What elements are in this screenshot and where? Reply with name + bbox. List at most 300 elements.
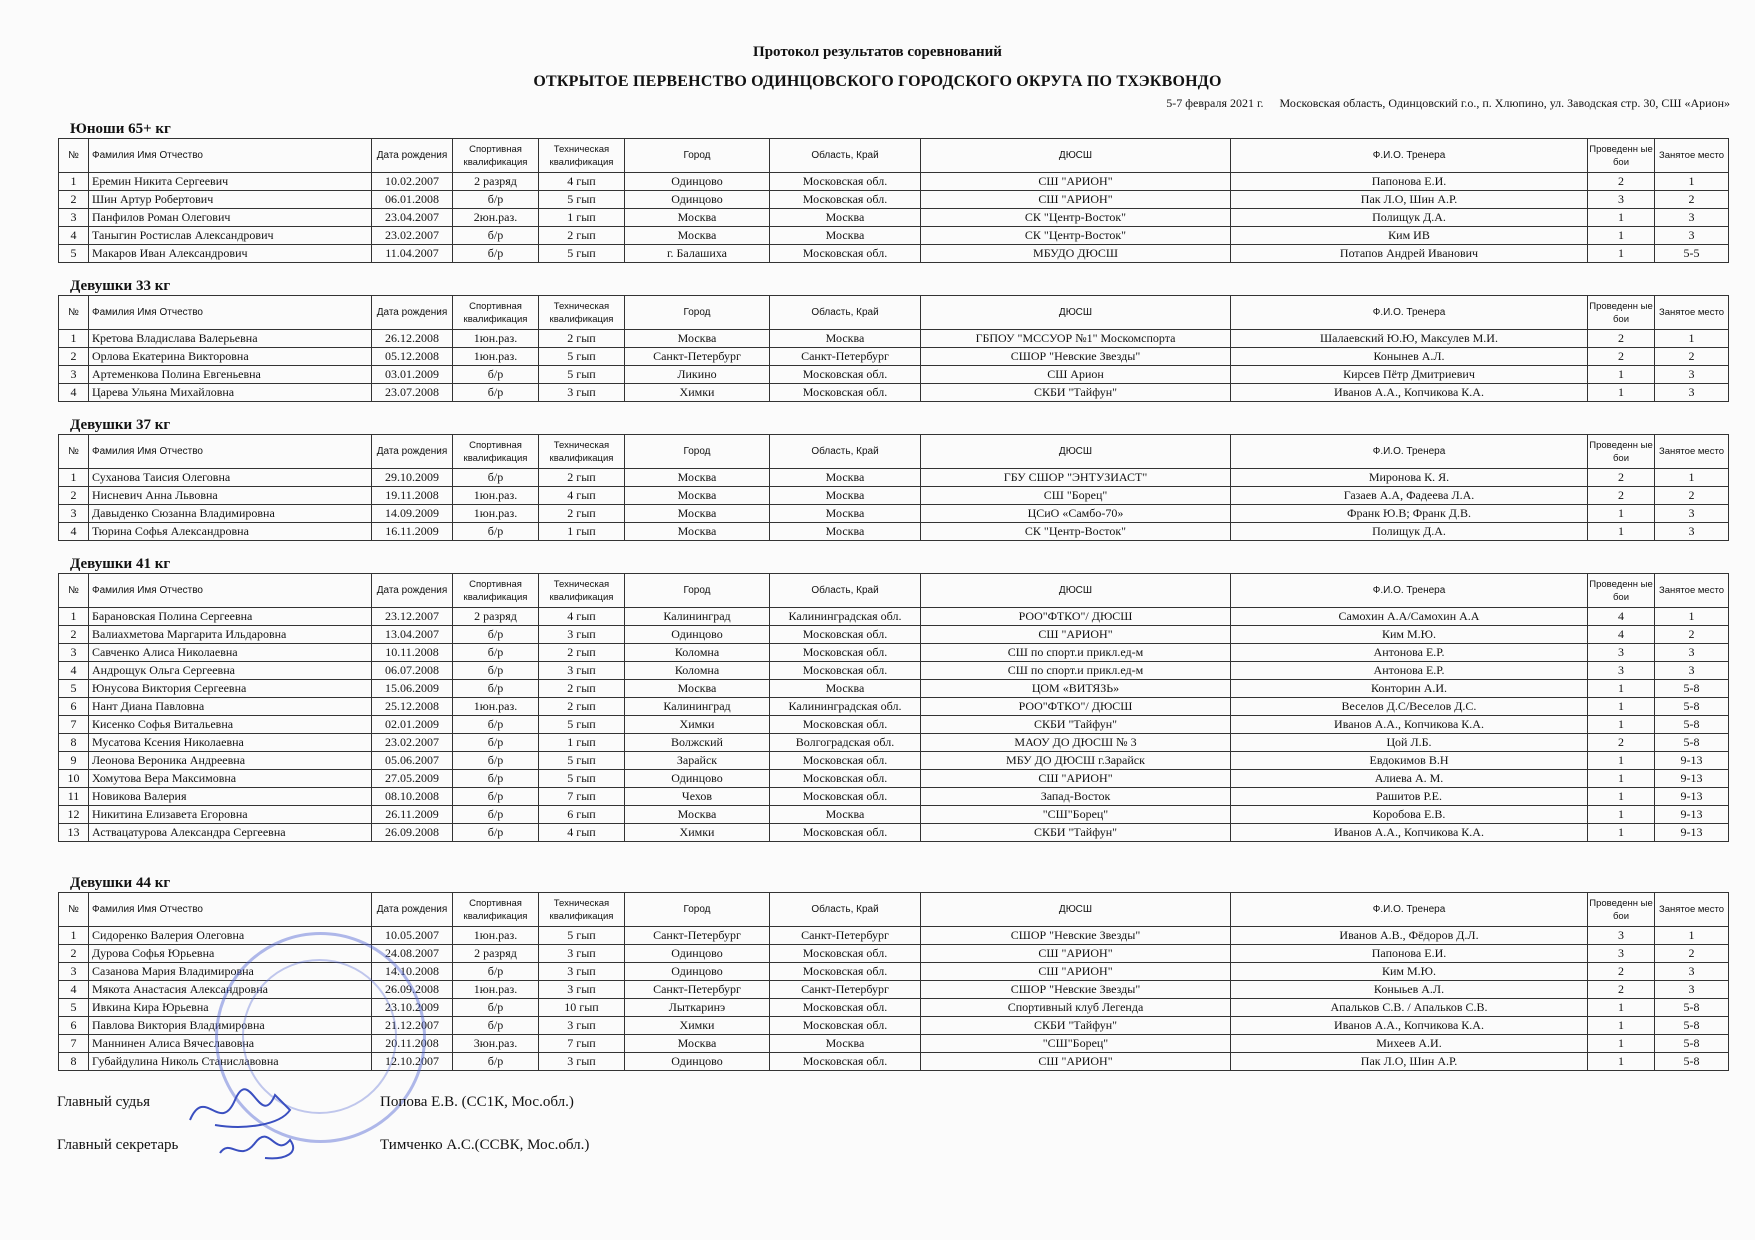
- cell-dob: 23.04.2007: [372, 209, 453, 227]
- cell-school: СК "Центр-Восток": [921, 523, 1231, 541]
- cell-fights: 2: [1588, 330, 1655, 348]
- cell-city: Одинцово: [625, 770, 770, 788]
- col-tech-qual-header: Техническая квалификация: [539, 893, 625, 927]
- cell-name: Царева Ульяна Михайловна: [89, 384, 372, 402]
- cell-place: 3: [1655, 366, 1729, 384]
- col-school-header: ДЮСШ: [921, 296, 1231, 330]
- col-sport-qual-header: Спортивная квалификация: [453, 574, 539, 608]
- cell-name: Юнусова Виктория Сергеевна: [89, 680, 372, 698]
- cell-city: Лыткаринэ: [625, 999, 770, 1017]
- cell-fights: 1: [1588, 680, 1655, 698]
- cell-name: Барановская Полина Сергеевна: [89, 608, 372, 626]
- cell-place: 1: [1655, 469, 1729, 487]
- col-city-header: Город: [625, 893, 770, 927]
- col-dob-header: Дата рождения: [372, 574, 453, 608]
- table-header-row: [59, 435, 1729, 469]
- table-row: [59, 662, 1729, 680]
- cell-sport-qual: 2 разряд: [453, 945, 539, 963]
- cell-place: 9-13: [1655, 806, 1729, 824]
- cell-coach: Пак Л.О, Шин А.Р.: [1231, 191, 1588, 209]
- cell-region: Москва: [770, 523, 921, 541]
- cell-tech-qual: 2 гып: [539, 505, 625, 523]
- cell-region: Московская обл.: [770, 716, 921, 734]
- cell-coach: Папонова Е.И.: [1231, 945, 1588, 963]
- cell-dob: 26.09.2008: [372, 824, 453, 842]
- cell-place: 5-8: [1655, 716, 1729, 734]
- cell-dob: 23.02.2007: [372, 734, 453, 752]
- table-row: [59, 469, 1729, 487]
- col-sport-qual-header: Спортивная квалификация: [453, 296, 539, 330]
- category-section: [58, 555, 1728, 842]
- cell-place: 5-8: [1655, 1053, 1729, 1071]
- cell-place: 2: [1655, 487, 1729, 505]
- cell-dob: 26.12.2008: [372, 330, 453, 348]
- cell-school: СШОР "Невские Звезды": [921, 981, 1231, 999]
- table-row: [59, 384, 1729, 402]
- table-row: [59, 752, 1729, 770]
- cell-dob: 27.05.2009: [372, 770, 453, 788]
- cell-coach: Газаев А.А, Фадеева Л.А.: [1231, 487, 1588, 505]
- table-row: [59, 770, 1729, 788]
- cell-place: 5-8: [1655, 1017, 1729, 1035]
- cell-region: Москва: [770, 1035, 921, 1053]
- cell-fights: 3: [1588, 191, 1655, 209]
- cell-place: 2: [1655, 191, 1729, 209]
- cell-city: Одинцово: [625, 963, 770, 981]
- cell-tech-qual: 1 гып: [539, 209, 625, 227]
- cell-region: Москва: [770, 227, 921, 245]
- cell-school: СШ "АРИОН": [921, 963, 1231, 981]
- col-place-header: Занятое место: [1655, 139, 1729, 173]
- cell-coach: Иванов А.А., Копчикова К.А.: [1231, 1017, 1588, 1035]
- col-coach-header: Ф.И.О. Тренера: [1231, 574, 1588, 608]
- cell-tech-qual: 5 гып: [539, 770, 625, 788]
- cell-number: 11: [59, 788, 89, 806]
- cell-school: СК "Центр-Восток": [921, 227, 1231, 245]
- col-coach-header: Ф.И.О. Тренера: [1231, 296, 1588, 330]
- cell-number: 5: [59, 999, 89, 1017]
- cell-school: СШ "Борец": [921, 487, 1231, 505]
- cell-dob: 25.12.2008: [372, 698, 453, 716]
- cell-school: СК "Центр-Восток": [921, 209, 1231, 227]
- cell-number: 7: [59, 1035, 89, 1053]
- cell-region: Московская обл.: [770, 366, 921, 384]
- cell-place: 1: [1655, 608, 1729, 626]
- cell-name: Орлова Екатерина Викторовна: [89, 348, 372, 366]
- cell-fights: 2: [1588, 173, 1655, 191]
- cell-tech-qual: 5 гып: [539, 366, 625, 384]
- cell-sport-qual: б/р: [453, 716, 539, 734]
- cell-place: 5-8: [1655, 698, 1729, 716]
- cell-name: Маннинен Алиса Вячеславовна: [89, 1035, 372, 1053]
- cell-coach: Франк Ю.В; Франк Д.В.: [1231, 505, 1588, 523]
- cell-coach: Антонова Е.Р.: [1231, 644, 1588, 662]
- cell-name: Кретова Владислава Валерьевна: [89, 330, 372, 348]
- cell-sport-qual: б/р: [453, 999, 539, 1017]
- col-fights-header: Проведенн ые бои: [1588, 435, 1655, 469]
- cell-dob: 14.09.2009: [372, 505, 453, 523]
- cell-school: МБУДО ДЮСШ: [921, 245, 1231, 263]
- cell-coach: Рашитов Р.Е.: [1231, 788, 1588, 806]
- event-title: ОТКРЫТОЕ ПЕРВЕНСТВО ОДИНЦОВСКОГО ГОРОДСКОГО ОКРУГА ПО ТХЭКВОНДО: [533, 73, 1222, 90]
- cell-fights: 1: [1588, 698, 1655, 716]
- cell-region: Московская обл.: [770, 662, 921, 680]
- cell-city: Москва: [625, 469, 770, 487]
- cell-number: 4: [59, 981, 89, 999]
- cell-tech-qual: 5 гып: [539, 245, 625, 263]
- cell-fights: 1: [1588, 824, 1655, 842]
- cell-name: Мякота Анастасия Александровна: [89, 981, 372, 999]
- cell-number: 2: [59, 945, 89, 963]
- cell-school: СШОР "Невские Звезды": [921, 348, 1231, 366]
- cell-tech-qual: 5 гып: [539, 716, 625, 734]
- col-dob-header: Дата рождения: [372, 139, 453, 173]
- cell-name: Хомутова Вера Максимовна: [89, 770, 372, 788]
- cell-number: 2: [59, 626, 89, 644]
- col-region-header: Область, Край: [770, 435, 921, 469]
- cell-dob: 10.11.2008: [372, 644, 453, 662]
- chief-secretary-label: Главный секретарь: [57, 1137, 179, 1153]
- cell-fights: 2: [1588, 981, 1655, 999]
- col-region-header: Область, Край: [770, 296, 921, 330]
- cell-dob: 10.05.2007: [372, 927, 453, 945]
- cell-city: Санкт-Петербург: [625, 927, 770, 945]
- event-subline: [1166, 96, 1730, 111]
- cell-region: Москва: [770, 330, 921, 348]
- cell-number: 4: [59, 384, 89, 402]
- cell-region: Московская обл.: [770, 963, 921, 981]
- cell-tech-qual: 3 гып: [539, 662, 625, 680]
- cell-sport-qual: 1юн.раз.: [453, 330, 539, 348]
- cell-sport-qual: 2 разряд: [453, 608, 539, 626]
- cell-dob: 24.08.2007: [372, 945, 453, 963]
- cell-dob: 19.11.2008: [372, 487, 453, 505]
- cell-name: Нант Диана Павловна: [89, 698, 372, 716]
- cell-coach: Евдокимов В.Н: [1231, 752, 1588, 770]
- cell-number: 2: [59, 487, 89, 505]
- cell-place: 1: [1655, 173, 1729, 191]
- cell-fights: 4: [1588, 608, 1655, 626]
- cell-tech-qual: 2 гып: [539, 330, 625, 348]
- cell-dob: 08.10.2008: [372, 788, 453, 806]
- category-section: [58, 416, 1728, 541]
- col-fights-header: Проведенн ые бои: [1588, 296, 1655, 330]
- cell-coach: Апальков С.В. / Апальков С.В.: [1231, 999, 1588, 1017]
- category-title: Юноши 65+ кг: [70, 121, 171, 137]
- chief-secretary-name: Тимченко А.С.(ССВК, Мос.обл.): [380, 1137, 590, 1153]
- cell-name: Никитина Елизавета Егоровна: [89, 806, 372, 824]
- cell-sport-qual: б/р: [453, 1053, 539, 1071]
- cell-number: 5: [59, 680, 89, 698]
- cell-sport-qual: 1юн.раз.: [453, 927, 539, 945]
- chief-judge-name: Попова Е.В. (СС1К, Мос.обл.): [380, 1094, 574, 1110]
- cell-tech-qual: 4 гып: [539, 608, 625, 626]
- cell-name: Таныгин Ростислав Александрович: [89, 227, 372, 245]
- cell-fights: 1: [1588, 1017, 1655, 1035]
- cell-dob: 16.11.2009: [372, 523, 453, 541]
- cell-fights: 2: [1588, 734, 1655, 752]
- cell-tech-qual: 3 гып: [539, 963, 625, 981]
- col-tech-qual-header: Техническая квалификация: [539, 574, 625, 608]
- cell-place: 5-5: [1655, 245, 1729, 263]
- cell-dob: 06.01.2008: [372, 191, 453, 209]
- cell-dob: 05.12.2008: [372, 348, 453, 366]
- cell-city: Санкт-Петербург: [625, 348, 770, 366]
- cell-tech-qual: 1 гып: [539, 523, 625, 541]
- col-region-header: Область, Край: [770, 139, 921, 173]
- cell-city: Коломна: [625, 644, 770, 662]
- cell-coach: Миронова К. Я.: [1231, 469, 1588, 487]
- cell-place: 2: [1655, 945, 1729, 963]
- col-place-header: Занятое место: [1655, 893, 1729, 927]
- table-row: [59, 608, 1729, 626]
- col-no-header: №: [59, 139, 89, 173]
- cell-name: Павлова Виктория Владимировна: [89, 1017, 372, 1035]
- cell-sport-qual: б/р: [453, 626, 539, 644]
- table-row: [59, 209, 1729, 227]
- cell-city: Москва: [625, 680, 770, 698]
- cell-tech-qual: 2 гып: [539, 227, 625, 245]
- cell-sport-qual: б/р: [453, 366, 539, 384]
- table-row: [59, 698, 1729, 716]
- cell-place: 1: [1655, 330, 1729, 348]
- cell-region: Москва: [770, 680, 921, 698]
- cell-sport-qual: б/р: [453, 245, 539, 263]
- cell-city: Зарайск: [625, 752, 770, 770]
- cell-city: Москва: [625, 505, 770, 523]
- cell-fights: 1: [1588, 806, 1655, 824]
- cell-city: Ликино: [625, 366, 770, 384]
- cell-dob: 23.12.2007: [372, 608, 453, 626]
- cell-coach: Иванов А.А., Копчикова К.А.: [1231, 716, 1588, 734]
- cell-city: г. Балашиха: [625, 245, 770, 263]
- category-title: Девушки 44 кг: [70, 875, 171, 891]
- cell-region: Московская обл.: [770, 770, 921, 788]
- col-name-header: Фамилия Имя Отчество: [89, 139, 372, 173]
- cell-school: СШОР "Невские Звезды": [921, 927, 1231, 945]
- cell-region: Московская обл.: [770, 191, 921, 209]
- cell-sport-qual: б/р: [453, 963, 539, 981]
- col-tech-qual-header: Техническая квалификация: [539, 296, 625, 330]
- cell-dob: 02.01.2009: [372, 716, 453, 734]
- cell-coach: Конторин А.И.: [1231, 680, 1588, 698]
- cell-coach: Кирсев Пётр Дмитриевич: [1231, 366, 1588, 384]
- cell-sport-qual: 2юн.раз.: [453, 209, 539, 227]
- cell-number: 6: [59, 698, 89, 716]
- col-no-header: №: [59, 435, 89, 469]
- cell-dob: 06.07.2008: [372, 662, 453, 680]
- cell-fights: 2: [1588, 963, 1655, 981]
- table-header-row: [59, 574, 1729, 608]
- cell-place: 2: [1655, 348, 1729, 366]
- col-fights-header: Проведенн ые бои: [1588, 139, 1655, 173]
- results-table: [58, 295, 1729, 402]
- col-city-header: Город: [625, 574, 770, 608]
- cell-name: Ивкина Кира Юрьевна: [89, 999, 372, 1017]
- cell-school: РОО"ФТКО"/ ДЮСШ: [921, 608, 1231, 626]
- cell-number: 3: [59, 644, 89, 662]
- col-fights-header: Проведенн ые бои: [1588, 574, 1655, 608]
- cell-dob: 03.01.2009: [372, 366, 453, 384]
- cell-sport-qual: б/р: [453, 191, 539, 209]
- table-header-row: [59, 139, 1729, 173]
- cell-place: 5-8: [1655, 680, 1729, 698]
- cell-region: Московская обл.: [770, 788, 921, 806]
- col-tech-qual-header: Техническая квалификация: [539, 139, 625, 173]
- table-header-row: [59, 296, 1729, 330]
- cell-name: Новикова Валерия: [89, 788, 372, 806]
- cell-name: Сазанова Мария Владимировна: [89, 963, 372, 981]
- cell-coach: Цой Л.Б.: [1231, 734, 1588, 752]
- cell-sport-qual: 1юн.раз.: [453, 505, 539, 523]
- cell-coach: Конынев А.Л.: [1231, 348, 1588, 366]
- table-row: [59, 227, 1729, 245]
- cell-city: Одинцово: [625, 1053, 770, 1071]
- cell-place: 3: [1655, 384, 1729, 402]
- col-dob-header: Дата рождения: [372, 893, 453, 927]
- cell-fights: 1: [1588, 770, 1655, 788]
- cell-coach: Пак Л.О, Шин А.Р.: [1231, 1053, 1588, 1071]
- cell-tech-qual: 3 гып: [539, 384, 625, 402]
- cell-sport-qual: б/р: [453, 770, 539, 788]
- cell-name: Давыденко Сюзанна Владимировна: [89, 505, 372, 523]
- cell-city: Одинцово: [625, 191, 770, 209]
- cell-city: Одинцово: [625, 626, 770, 644]
- cell-name: Андрощук Ольга Сергеевна: [89, 662, 372, 680]
- cell-place: 1: [1655, 927, 1729, 945]
- table-row: [59, 806, 1729, 824]
- cell-fights: 4: [1588, 626, 1655, 644]
- cell-school: СШ "АРИОН": [921, 191, 1231, 209]
- cell-fights: 1: [1588, 523, 1655, 541]
- cell-tech-qual: 4 гып: [539, 173, 625, 191]
- cell-fights: 2: [1588, 469, 1655, 487]
- cell-number: 1: [59, 330, 89, 348]
- cell-tech-qual: 3 гып: [539, 945, 625, 963]
- cell-region: Московская обл.: [770, 1053, 921, 1071]
- cell-region: Московская обл.: [770, 1017, 921, 1035]
- cell-city: Одинцово: [625, 945, 770, 963]
- cell-tech-qual: 5 гып: [539, 348, 625, 366]
- cell-school: Спортивный клуб Легенда: [921, 999, 1231, 1017]
- table-row: [59, 716, 1729, 734]
- cell-tech-qual: 2 гып: [539, 469, 625, 487]
- cell-coach: Самохин А.А/Самохин А.А: [1231, 608, 1588, 626]
- table-row: [59, 523, 1729, 541]
- cell-region: Санкт-Петербург: [770, 348, 921, 366]
- cell-number: 2: [59, 348, 89, 366]
- cell-coach: Михеев А.И.: [1231, 1035, 1588, 1053]
- table-row: [59, 824, 1729, 842]
- cell-school: СШ по спорт.и прикл.ед-м: [921, 662, 1231, 680]
- col-sport-qual-header: Спортивная квалификация: [453, 435, 539, 469]
- cell-city: Москва: [625, 523, 770, 541]
- cell-sport-qual: б/р: [453, 752, 539, 770]
- cell-name: Губайдулина Николь Станиславовна: [89, 1053, 372, 1071]
- cell-coach: Веселов Д.С/Веселов Д.С.: [1231, 698, 1588, 716]
- table-row: [59, 626, 1729, 644]
- cell-tech-qual: 1 гып: [539, 734, 625, 752]
- cell-fights: 2: [1588, 487, 1655, 505]
- cell-school: СШ Арион: [921, 366, 1231, 384]
- cell-sport-qual: б/р: [453, 662, 539, 680]
- cell-dob: 23.02.2007: [372, 227, 453, 245]
- cell-city: Химки: [625, 824, 770, 842]
- document-title: Протокол результатов соревнований: [753, 44, 1002, 60]
- cell-tech-qual: 3 гып: [539, 1017, 625, 1035]
- cell-place: 5-8: [1655, 999, 1729, 1017]
- cell-city: Калининград: [625, 698, 770, 716]
- table-row: [59, 348, 1729, 366]
- cell-fights: 1: [1588, 245, 1655, 263]
- col-no-header: №: [59, 296, 89, 330]
- cell-city: Санкт-Петербург: [625, 981, 770, 999]
- cell-number: 13: [59, 824, 89, 842]
- cell-coach: Антонова Е.Р.: [1231, 662, 1588, 680]
- cell-fights: 3: [1588, 644, 1655, 662]
- cell-fights: 1: [1588, 999, 1655, 1017]
- cell-number: 8: [59, 734, 89, 752]
- category-title: Девушки 37 кг: [70, 417, 171, 433]
- cell-dob: 05.06.2007: [372, 752, 453, 770]
- cell-tech-qual: 7 гып: [539, 1035, 625, 1053]
- cell-place: 3: [1655, 523, 1729, 541]
- col-city-header: Город: [625, 139, 770, 173]
- cell-region: Москва: [770, 505, 921, 523]
- col-place-header: Занятое место: [1655, 296, 1729, 330]
- cell-name: Аствацатурова Александра Сергеевна: [89, 824, 372, 842]
- table-row: [59, 366, 1729, 384]
- cell-school: ГБУ СШОР "ЭНТУЗИАСТ": [921, 469, 1231, 487]
- cell-school: МАОУ ДО ДЮСШ № 3: [921, 734, 1231, 752]
- cell-region: Москва: [770, 469, 921, 487]
- cell-coach: Ким М.Ю.: [1231, 963, 1588, 981]
- cell-school: СШ "АРИОН": [921, 173, 1231, 191]
- cell-school: "СШ"Борец": [921, 1035, 1231, 1053]
- cell-region: Волгоградская обл.: [770, 734, 921, 752]
- cell-place: 3: [1655, 227, 1729, 245]
- cell-school: ЦОМ «ВИТЯЗЬ»: [921, 680, 1231, 698]
- col-name-header: Фамилия Имя Отчество: [89, 296, 372, 330]
- cell-fights: 3: [1588, 927, 1655, 945]
- col-no-header: №: [59, 574, 89, 608]
- cell-dob: 26.11.2009: [372, 806, 453, 824]
- cell-region: Калининградская обл.: [770, 608, 921, 626]
- cell-school: СШ "АРИОН": [921, 626, 1231, 644]
- cell-region: Московская обл.: [770, 384, 921, 402]
- cell-school: СКБИ "Тайфун": [921, 824, 1231, 842]
- cell-tech-qual: 2 гып: [539, 680, 625, 698]
- cell-sport-qual: б/р: [453, 227, 539, 245]
- col-tech-qual-header: Техническая квалификация: [539, 435, 625, 469]
- cell-place: 9-13: [1655, 824, 1729, 842]
- cell-region: Москва: [770, 806, 921, 824]
- cell-tech-qual: 6 гып: [539, 806, 625, 824]
- cell-dob: 29.10.2009: [372, 469, 453, 487]
- cell-city: Калининград: [625, 608, 770, 626]
- col-school-header: ДЮСШ: [921, 139, 1231, 173]
- cell-number: 3: [59, 505, 89, 523]
- cell-number: 1: [59, 927, 89, 945]
- cell-number: 10: [59, 770, 89, 788]
- table-row: [59, 245, 1729, 263]
- cell-place: 2: [1655, 626, 1729, 644]
- cell-dob: 10.02.2007: [372, 173, 453, 191]
- cell-number: 4: [59, 662, 89, 680]
- cell-school: СКБИ "Тайфун": [921, 384, 1231, 402]
- cell-number: 8: [59, 1053, 89, 1071]
- cell-region: Санкт-Петербург: [770, 927, 921, 945]
